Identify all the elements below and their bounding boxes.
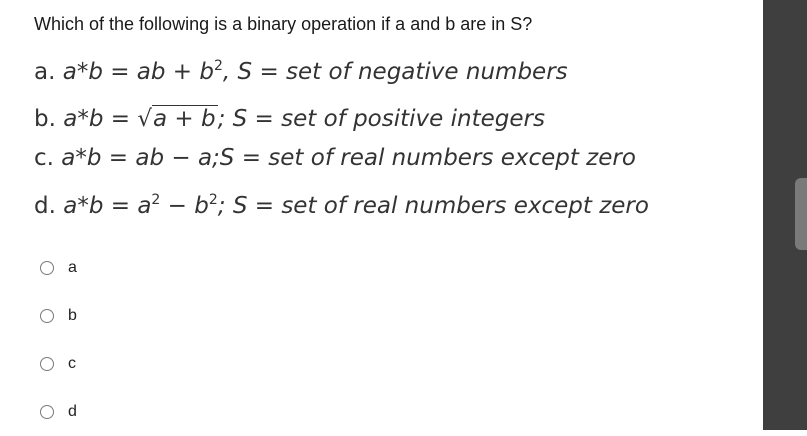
question-text: Which of the following is a binary operation if a and b are in S?: [34, 14, 533, 34]
option-c-text: c. a*b = ab − a;S = set of real numbers except zero: [34, 145, 636, 171]
radio-button-c[interactable]: [40, 357, 54, 371]
option-b-text: b. a*b = √a + b; S = set of positive integers: [34, 106, 545, 132]
answer-choice-b[interactable]: [40, 292, 77, 340]
radio-button-b[interactable]: [40, 309, 54, 323]
answer-label-a: a: [68, 259, 77, 276]
answer-choices: [40, 244, 77, 436]
answer-choice-a[interactable]: [40, 244, 77, 292]
square-root: √a + b: [137, 106, 216, 132]
option-d-text: d. $a*b = a^2 - b^2$; S = set of real numbers except zero: [34, 192, 649, 219]
option-a-text: a. a*b = ab + $b^2$, S = set of negative numbers: [34, 58, 568, 85]
radio-button-a[interactable]: [40, 261, 54, 275]
answer-choice-d[interactable]: [40, 388, 77, 436]
answer-choice-c[interactable]: [40, 340, 77, 388]
radio-button-d[interactable]: [40, 405, 54, 419]
answer-label-b: b: [68, 307, 77, 324]
answer-label-c: c: [68, 355, 76, 372]
scroll-handle[interactable]: [795, 178, 807, 250]
answer-label-d: d: [68, 403, 77, 420]
